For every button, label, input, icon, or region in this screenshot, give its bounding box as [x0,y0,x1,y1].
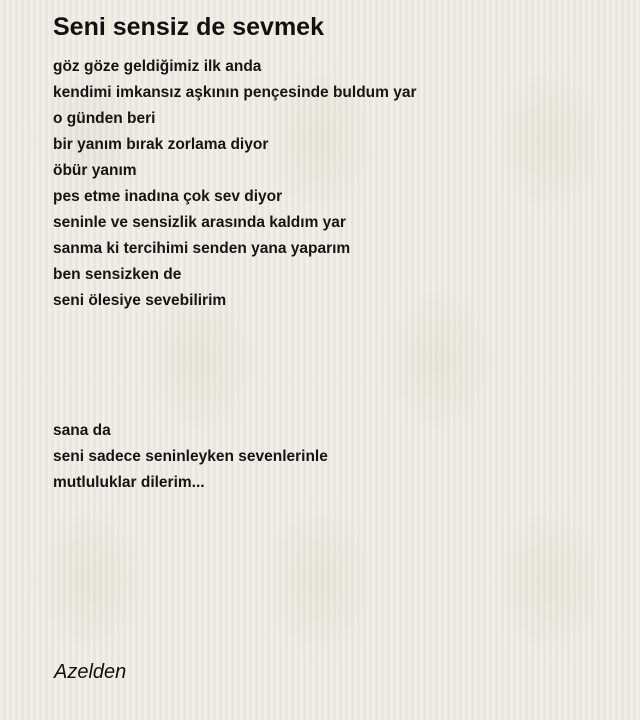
poem-line: göz göze geldiğimiz ilk anda [53,58,262,75]
poem-line: mutluluklar dilerim... [53,474,205,491]
poem-line: seni sadece seninleyken sevenlerinle [53,448,328,465]
poem-author: Azelden [54,661,127,683]
poem-blank-line [53,340,417,366]
poem-blank-line [53,366,417,392]
poem-line: seni ölesiye sevebilirim [53,292,227,309]
poem-title: Seni sensiz de sevmek [53,13,324,41]
poem-line: kendimi imkansız aşkının pençesinde buldum yar [53,84,417,101]
poem-line: sana da [53,422,111,439]
poem-line: ben sensizken de [53,266,182,283]
poem-body [53,54,417,496]
poem-line: sanma ki tercihimi senden yana yaparım [53,240,351,257]
poem-blank-line [53,392,417,418]
poem-line: seninle ve sensizlik arasında kaldım yar [53,214,346,231]
poem-blank-line [53,314,417,340]
poem-line: o günden beri [53,110,156,127]
poem-line: bir yanım bırak zorlama diyor [53,136,269,153]
poem-line: öbür yanım [53,162,137,179]
poem-line: pes etme inadına çok sev diyor [53,188,283,205]
